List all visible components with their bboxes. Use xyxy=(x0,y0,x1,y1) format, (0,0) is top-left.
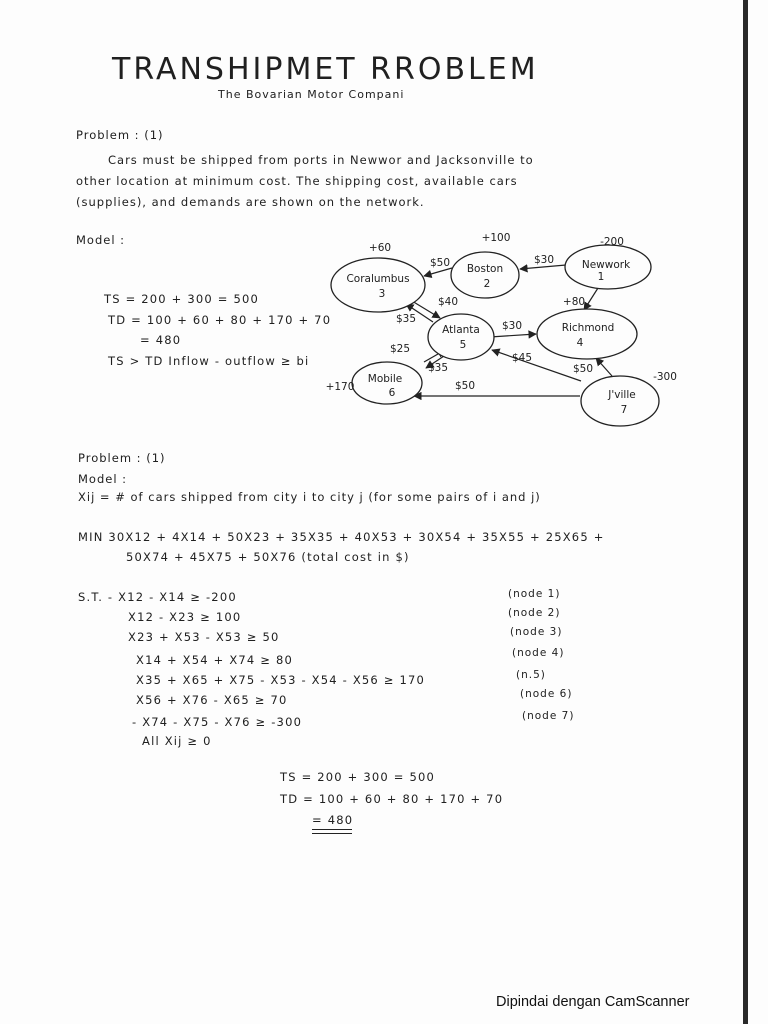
constraint-3-node: (node 3) xyxy=(510,626,563,638)
node-4 xyxy=(537,309,637,359)
constraint-1: S.T. - X12 - X14 ≥ -200 xyxy=(78,590,237,604)
constraint-7-node: (node 7) xyxy=(522,710,575,722)
node-4-supply: +80 xyxy=(562,296,586,308)
arc-7-4 xyxy=(596,358,612,376)
cost-label-7-6: $50 xyxy=(454,380,476,392)
problem1-heading: Problem : (1) xyxy=(76,128,164,142)
node-3-name: Coralumbus xyxy=(346,273,410,285)
node-1-num: 1 xyxy=(597,271,605,283)
arc-2-3 xyxy=(424,268,452,276)
node-7-supply: -300 xyxy=(653,371,677,383)
summary-total: = 480 xyxy=(312,813,354,827)
double-underline xyxy=(312,833,352,834)
node-1-supply: -200 xyxy=(600,236,624,248)
constraint-4: X14 + X54 + X74 ≥ 80 xyxy=(136,653,294,667)
node-3-num: 3 xyxy=(378,288,386,300)
constraint-2-node: (node 2) xyxy=(508,607,561,619)
model1-ts: TS = 200 + 300 = 500 xyxy=(104,292,260,306)
scanner-watermark: Dipindai dengan CamScanner xyxy=(496,994,690,1010)
page-subtitle: The Bovarian Motor Compani xyxy=(218,88,405,101)
node-2-supply: +100 xyxy=(481,232,511,244)
cost-label-1-2: $30 xyxy=(533,254,555,266)
node-3-supply: +60 xyxy=(368,242,392,254)
model2-heading: Model : xyxy=(78,472,128,486)
node-2 xyxy=(451,252,519,298)
model1-td-total: = 480 xyxy=(140,333,182,347)
constraint-2: X12 - X23 ≥ 100 xyxy=(128,610,242,624)
cost-label-6-5: $25 xyxy=(389,343,411,355)
cost-label-2-3: $50 xyxy=(429,257,451,269)
constraint-7: - X74 - X75 - X76 ≥ -300 xyxy=(132,715,303,729)
variable-definition: Xij = # of cars shipped from city i to city j (for some pairs of i and j) xyxy=(78,490,541,504)
node-5 xyxy=(428,314,494,360)
model1-inequality: TS > TD Inflow - outflow ≥ bi xyxy=(108,354,310,368)
cost-label-7-4: $50 xyxy=(572,363,594,375)
node-7-num: 7 xyxy=(620,404,628,416)
arc-5-4 xyxy=(490,334,536,337)
cost-label-5-4: $30 xyxy=(501,320,523,332)
node-7 xyxy=(581,376,659,426)
constraint-5-node: (n.5) xyxy=(516,669,546,681)
arc-1-4 xyxy=(584,288,598,310)
problem2-heading: Problem : (1) xyxy=(78,451,166,465)
model1-heading: Model : xyxy=(76,233,126,247)
objective-line-2: 50X74 + 45X75 + 50X76 (total cost in $) xyxy=(126,550,410,564)
cost-label-5-3: $40 xyxy=(437,296,459,308)
arc-3-5 xyxy=(412,301,440,318)
nonnegativity: All Xij ≥ 0 xyxy=(142,734,212,748)
node-5-name: Atlanta xyxy=(442,324,480,336)
node-7-name: J'ville xyxy=(608,389,636,401)
constraint-6: X56 + X76 - X65 ≥ 70 xyxy=(136,693,288,707)
cost-label-7-5: $45 xyxy=(511,352,533,364)
node-6-num: 6 xyxy=(388,387,396,399)
problem1-line: other location at minimum cost. The shipping cost, available cars xyxy=(76,174,518,188)
cost-label-5-6: $35 xyxy=(427,362,449,374)
cost-label-3-5: $35 xyxy=(395,313,417,325)
page-title: TRANSHIPMET RROBLEM xyxy=(112,52,539,87)
problem1-line: (supplies), and demands are shown on the network. xyxy=(76,195,425,209)
constraint-1-node: (node 1) xyxy=(508,588,561,600)
problem1-line: Cars must be shipped from ports in Newwor and Jacksonville to xyxy=(108,153,534,167)
node-1-name: Newwork xyxy=(581,259,631,271)
model1-td: TD = 100 + 60 + 80 + 170 + 70 xyxy=(108,313,332,327)
constraint-3: X23 + X53 - X53 ≥ 50 xyxy=(128,630,280,644)
objective-line-1: MIN 30X12 + 4X14 + 50X23 + 35X35 + 40X53 + 30X54 + 35X55 + 25X65 + xyxy=(78,530,605,544)
constraint-4-node: (node 4) xyxy=(512,647,565,659)
double-underline xyxy=(312,829,352,830)
node-3 xyxy=(331,258,425,312)
summary-ts: TS = 200 + 300 = 500 xyxy=(280,770,436,784)
constraint-6-node: (node 6) xyxy=(520,688,573,700)
node-2-name: Boston xyxy=(466,263,504,275)
node-5-num: 5 xyxy=(459,339,467,351)
constraint-5: X35 + X65 + X75 - X53 - X54 - X56 ≥ 170 xyxy=(136,673,426,687)
node-4-name: Richmond xyxy=(561,322,615,334)
node-4-num: 4 xyxy=(576,337,584,349)
node-6-supply: +170 xyxy=(325,381,355,393)
node-6-name: Mobile xyxy=(367,373,403,385)
node-2-num: 2 xyxy=(483,278,491,290)
summary-td: TD = 100 + 60 + 80 + 170 + 70 xyxy=(280,792,504,806)
